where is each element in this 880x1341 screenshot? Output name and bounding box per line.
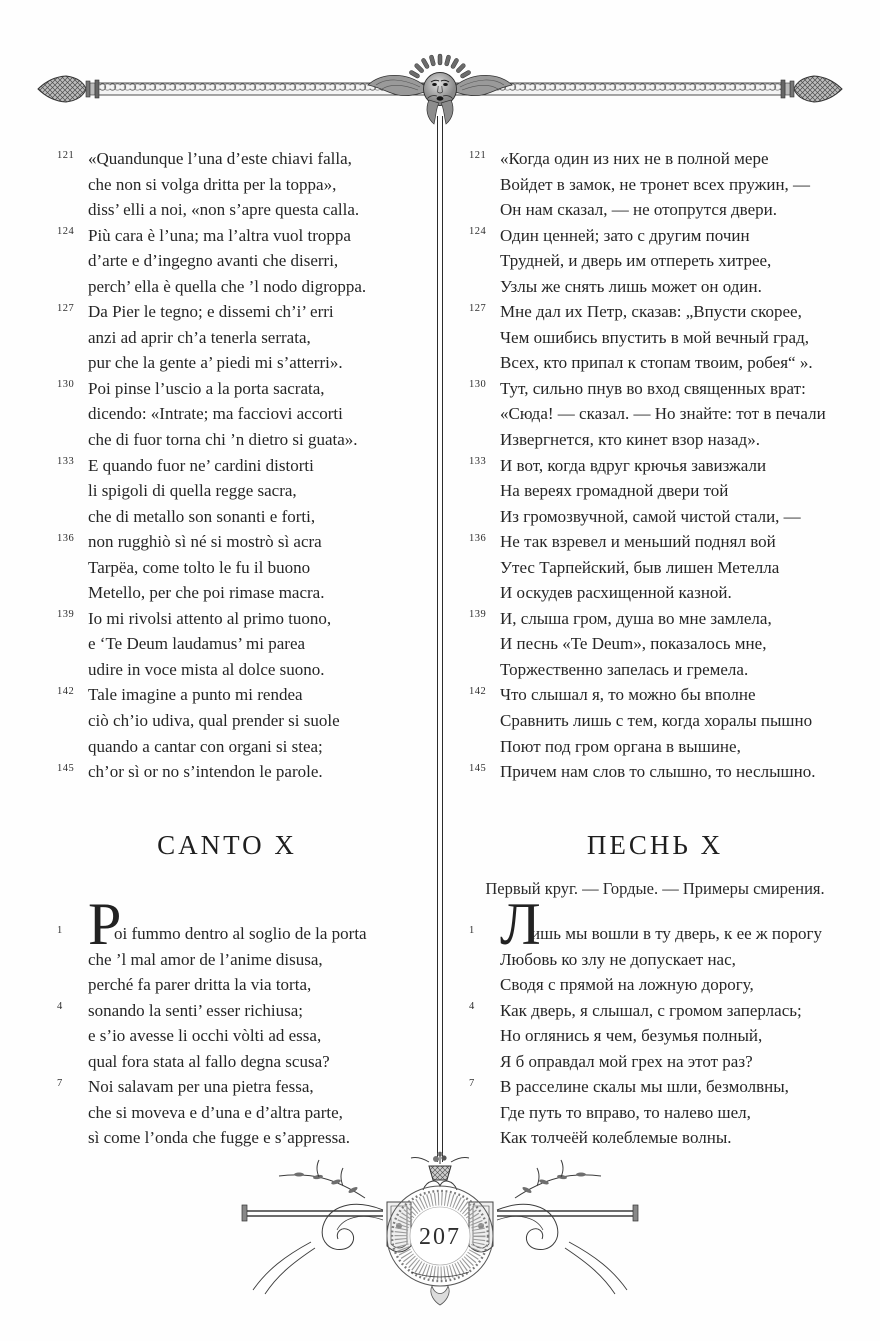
italian-verses-canto10 [57,891,422,1151]
verse-number: 136 [57,532,75,544]
verse-number: 142 [469,685,487,697]
verse-line [469,759,841,785]
verse-text: quando a cantar con organi si stea; [88,736,323,756]
flower-basket [411,1152,469,1180]
verse-text: perch’ ella è quella che ’l nodo digroppa. [88,276,367,296]
mask-ornament [368,54,512,124]
verse-line [57,274,422,300]
verse-line [57,580,422,606]
verse-line [469,682,841,708]
verse-text: «Когда один из них не в полной мере [500,149,769,168]
verse-number: 133 [469,456,487,468]
verse-text: sì come l’onda che fugge e s’appressa. [88,1128,350,1148]
verse-text: Мне дал их Петр, сказав: „Впусти скорее, [500,302,802,322]
verse-line [57,682,422,708]
verse-line [57,972,422,998]
verse-line [57,248,422,274]
verse-text: Поют под гром органа в вышине, [500,736,741,756]
verse-line [469,223,841,249]
verse-text: qual fora stata al fallo degna scusa? [88,1051,330,1071]
verse-text: anzi ad aprir ch’a tenerla serrata, [88,327,311,347]
verse-line [469,350,841,376]
verse-line [57,1125,422,1151]
verse-number: 130 [57,379,75,391]
verse-line [469,891,841,957]
verse-text: oi fummo dentro al soglio de la porta [114,924,367,943]
foliage-left [279,1160,365,1198]
verse-number: 4 [57,1001,63,1013]
verse-text: e s’io avesse li occhi vòlti ad essa, [88,1026,322,1046]
verse-text: e ‘Te Deum laudamus’ mi parea [88,634,306,654]
scroll-right [497,1204,627,1294]
foliage-right [515,1160,601,1198]
verse-number: 1 [469,924,475,936]
verse-text: Войдет в замок, не тронет всех пружин, — [500,174,811,194]
verse-text: d’arte e d’ingegno avanti che diserri, [88,251,339,271]
verse-line [469,529,841,555]
verse-number: 145 [469,762,487,774]
verse-text: Всех, кто припал к стопам твоим, робея“ ». [500,353,813,373]
verse-text: Tarpëa, come tolto le fu il buono [88,557,311,577]
verse-text: Из громозвучной, самой чистой стали, — [500,506,801,526]
verse-text: Не так взревел и меньший поднял вой [500,532,776,552]
verse-text: Он нам сказал, — не отопрутся двери. [500,200,777,220]
italian-verses-canto9 [57,146,422,785]
verse-line [469,453,841,479]
verse-text: И, слыша гром, душа во мне замлела, [500,608,772,628]
verse-number: 142 [57,685,75,697]
verse-number: 124 [469,226,487,238]
verse-line [57,453,422,479]
verse-text: non rugghiò sì né si mostrò sì acra [88,532,322,552]
verse-line [57,504,422,530]
verse-line [469,631,841,657]
canto-subtitle: Первый круг. — Гордые. — Примеры смирения. [485,879,825,898]
verse-line [57,146,422,172]
verse-text: ch’or sì or no s’intendon le parole. [88,762,323,782]
verse-number: 4 [469,1001,475,1013]
verse-line [57,401,422,427]
verse-number: 127 [57,302,75,314]
verse-line [469,427,841,453]
verse-line [57,1074,422,1100]
verse-line [57,555,422,581]
verse-text: Причем нам слов то слышно, то неслышно. [500,762,816,782]
crossbar-right [497,1205,638,1221]
verse-line [57,1100,422,1126]
verse-line [469,401,841,427]
verse-number: 127 [469,302,487,314]
verse-text: Noi salavam per una pietra fessa, [88,1077,314,1097]
verse-text: Io mi rivolsi attento al primo tuono, [88,608,332,628]
verse-line [469,580,841,606]
verse-text: Любовь ко злу не допускает нас, [500,949,736,969]
verse-text: E quando fuor ne’ cardini distorti [88,455,314,475]
verse-text: ишь мы вошли в ту дверь, к ее ж порогу [531,924,822,943]
verse-line [469,555,841,581]
verse-line [57,759,422,785]
verse-number: 139 [57,609,75,621]
verse-text: Торжественно запелась и гремела. [500,659,749,679]
verse-line [469,1049,841,1075]
verse-text: Poi pinse l’uscio a la porta sacrata, [88,378,325,398]
scroll-left [253,1204,383,1294]
verse-line [469,274,841,300]
verse-line [469,504,841,530]
verse-text: udire in voce mista al dolce suono. [88,659,325,679]
verse-line [469,708,841,734]
verse-line [57,325,422,351]
russian-verses-canto10 [469,891,841,1151]
verse-text: Но оглянись я чем, безумья полный, [500,1026,763,1046]
verse-number: 133 [57,456,75,468]
verse-line [469,657,841,683]
verse-line [469,1100,841,1126]
verse-text: sonando la senti’ esser richiusa; [88,1000,303,1020]
verse-text: И оскудев расхищенной казной. [500,583,732,603]
verse-line [469,606,841,632]
verse-number: 7 [469,1077,475,1089]
verse-text: che di metallo son sonanti e forti, [88,506,316,526]
canto-heading-russian: ПЕСНЬ X [586,830,724,860]
verse-text: li spigoli di quella regge sacra, [88,481,297,501]
verse-line [469,146,841,172]
pilaster-right [469,1202,493,1252]
verse-number: 1 [57,924,63,936]
verse-line [57,427,422,453]
page-number: 207 [419,1224,461,1250]
verse-text: Da Pier le tegno; e dissemi ch’i’ erri [88,302,334,322]
header-ornament [30,45,850,125]
verse-line [57,223,422,249]
verse-number: 145 [57,762,75,774]
verse-number: 121 [469,149,487,161]
verse-line [469,172,841,198]
verse-text: Один ценней; зато с другим почин [500,225,750,245]
verse-text: Как дверь, я слышал, с громом заперлась; [500,1000,802,1020]
verse-text: Я б оправдал мой грех на этот раз? [500,1051,753,1071]
verse-number: 136 [469,532,487,544]
russian-verses-canto9 [469,146,841,785]
verse-number: 124 [57,226,75,238]
verse-text: Что слышал я, то можно бы вполне [500,685,756,705]
verse-text: Più cara è l’una; ma l’altra vuol troppa [88,225,351,245]
verse-text: Tale imagine a punto mi rendea [88,685,303,705]
verse-line [57,529,422,555]
verse-line [57,197,422,223]
verse-line [57,1049,422,1075]
verse-text: che ’l mal amor de l’anime disusa, [88,949,323,969]
verse-line [57,172,422,198]
verse-line [469,734,841,760]
verse-line [57,1023,422,1049]
verse-line [469,972,841,998]
verse-line [57,657,422,683]
verse-text: Узлы же снять лишь может он один. [500,276,762,296]
verse-text: Тут, сильно пнув во вход священных врат: [500,378,806,398]
verse-text: Извергнется, кто кинет взор назад». [500,430,760,450]
verse-text: На вереях громадной двери той [500,481,729,501]
verse-text: И песнь «Te Deum», показалось мне, [500,634,767,654]
verse-text: perché fa parer dritta la via torta, [88,975,312,995]
verse-text: Сводя с прямой на ложную дорогу, [500,975,754,995]
verse-line [57,947,422,973]
verse-text: «Сюда! — сказал. — Но знайте: тот в печали [500,404,826,424]
verse-text: «Quandunque l’una d’este chiavi falla, [88,149,352,168]
verse-line [469,248,841,274]
verse-text: pur che la gente a’ piedi mi s’atterri». [88,353,343,373]
verse-line [57,734,422,760]
verse-text: Как толчеёй колеблемые волны. [500,1128,732,1148]
verse-line [469,197,841,223]
verse-text: Сравнить лишь с тем, когда хоралы пышно [500,711,813,731]
verse-line [469,1023,841,1049]
drop-cap: Л [500,891,541,957]
verse-number: 121 [57,149,75,161]
drop-cap: P [88,891,122,957]
verse-text: diss’ elli a noi, «non s’apre questa calla. [88,200,360,220]
verse-line [57,708,422,734]
verse-text: Чем ошибись впустить в мой вечный град, [500,327,809,347]
verse-line [57,891,422,957]
verse-text: che di fuor torna chi ’n dietro si guata». [88,430,358,450]
beard-left [427,100,439,124]
verse-line [57,478,422,504]
verse-line [469,947,841,973]
canto-heading-italian: CANTO X [157,830,297,860]
verse-line [469,376,841,402]
verse-line [469,478,841,504]
verse-text: Трудней, и дверь им отпереть хитрее, [500,251,772,271]
verse-line [57,998,422,1024]
verse-line [57,606,422,632]
verse-number: 139 [469,609,487,621]
verse-text: В расселине скалы мы шли, безмолвны, [500,1077,789,1097]
verse-number: 7 [57,1077,63,1089]
verse-line [469,325,841,351]
verse-text: che non si volga dritta per la toppa», [88,174,337,194]
verse-line [57,350,422,376]
verse-line [469,998,841,1024]
verse-line [57,299,422,325]
verse-text: И вот, когда вдруг крючья завизжали [500,455,767,475]
verse-line [469,1074,841,1100]
crossbar-left [242,1205,383,1221]
verse-text: che si moveva e d’una e d’altra parte, [88,1102,343,1122]
verse-text: Утес Тарпейский, быв лишен Метелла [500,557,780,577]
verse-text: Metello, per che poi rimase macra. [88,583,325,603]
beard-right [441,100,453,124]
column-divider-line [437,116,443,1162]
verse-line [469,1125,841,1151]
verse-line [469,299,841,325]
footer-ornament [215,1150,665,1312]
verse-line [57,376,422,402]
verse-line [57,631,422,657]
verse-text: ciò ch’io udiva, qual prender si suole [88,711,340,731]
verse-text: dicendo: «Intrate; ma facciovi accorti [88,404,343,424]
verse-text: Где путь то вправо, то налево шел, [500,1102,751,1122]
verse-number: 130 [469,379,487,391]
